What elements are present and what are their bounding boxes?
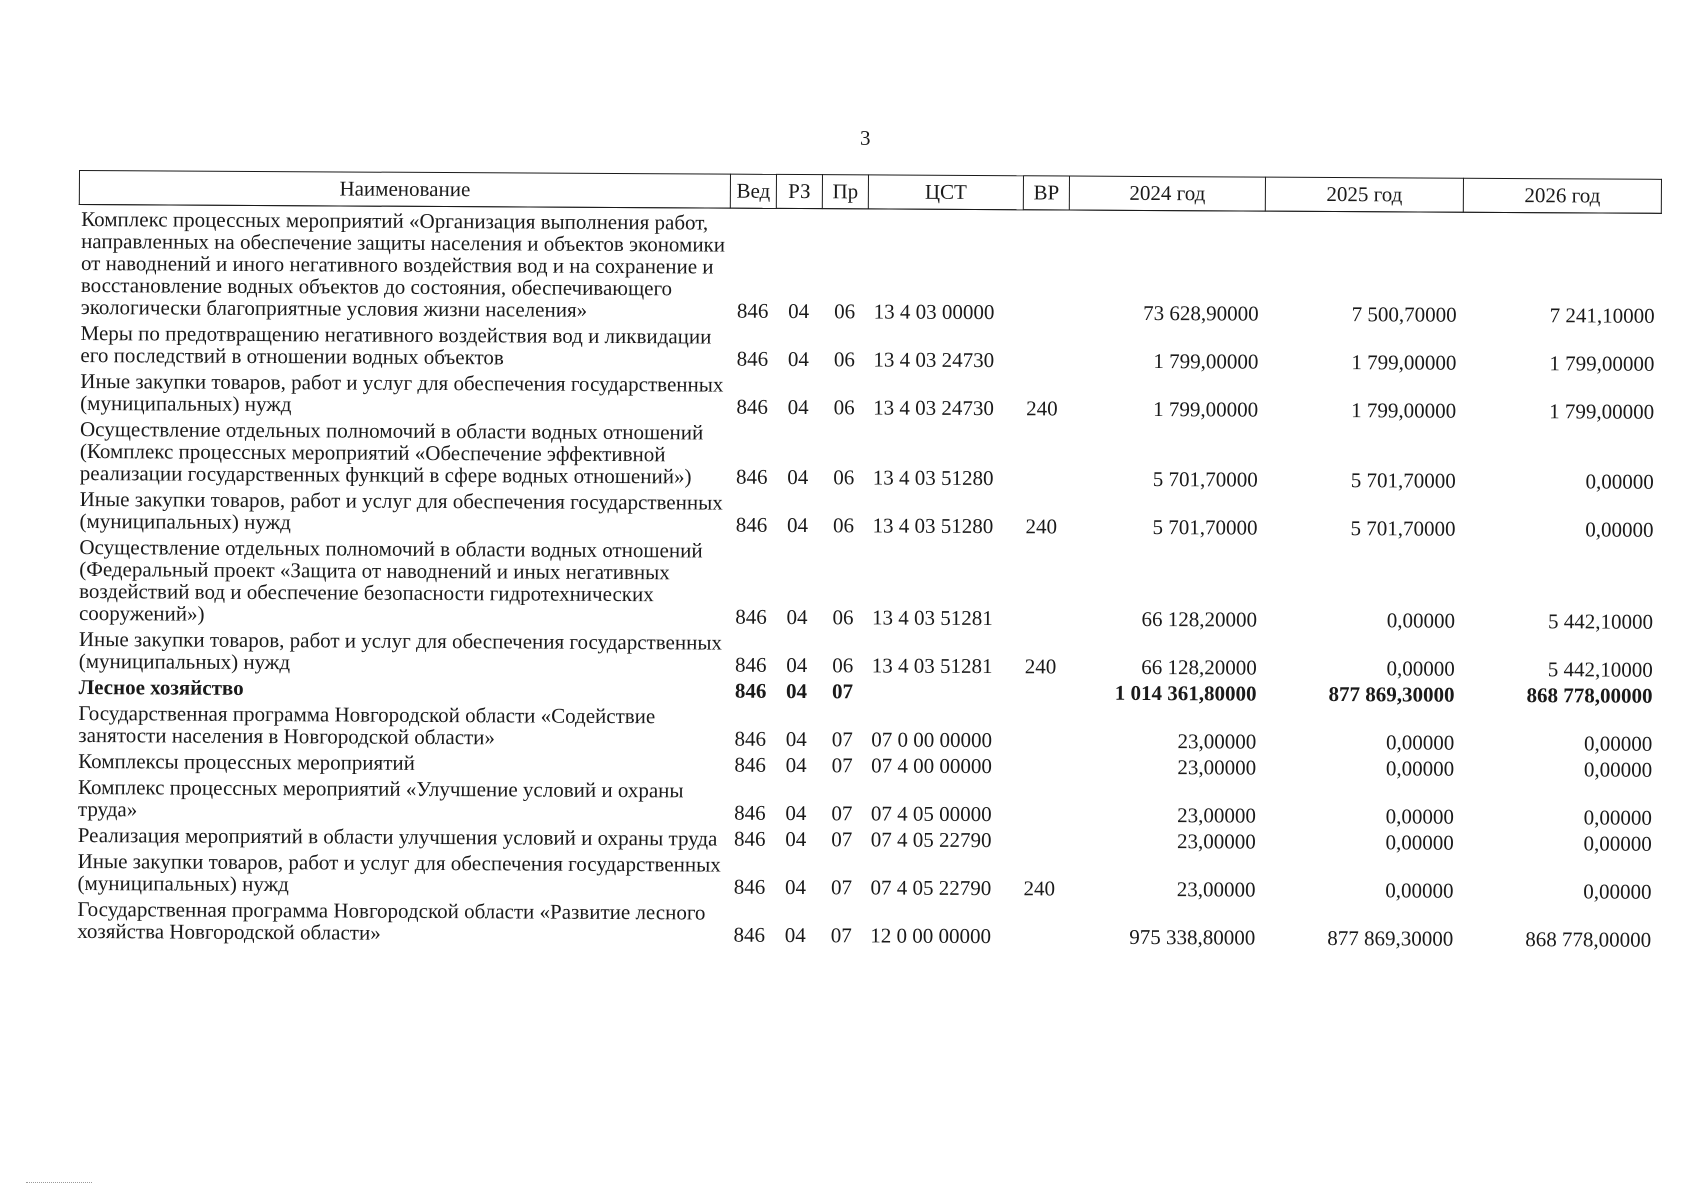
table-row	[77, 485, 1659, 542]
row-cst: 07 0 00 00000	[871, 727, 993, 753]
row-rz: 04	[784, 922, 806, 948]
row-2025: 877 869,30000	[1327, 925, 1454, 951]
row-2024: 1 799,00000	[1153, 397, 1259, 422]
row-name: Государственная программа Новгородской области «Развитие лесного хозяйства Новгородской области»	[77, 897, 706, 945]
row-vr	[1023, 210, 1070, 325]
row-2024: 5 701,70000	[1152, 515, 1258, 540]
table-row	[76, 699, 1658, 756]
row-pr: 06	[833, 395, 855, 420]
row-cst: 13 4 03 51280	[872, 465, 994, 491]
table-row	[75, 895, 1657, 952]
table-row	[78, 367, 1660, 424]
row-2025: 1 799,00000	[1351, 350, 1457, 375]
row-cst: 13 4 03 00000	[873, 299, 995, 325]
row-2025: 0,00000	[1385, 878, 1454, 903]
row-ved: 846	[734, 800, 766, 825]
row-rz: 04	[785, 726, 807, 752]
row-name: Иные закупки товаров, работ и услуг для обеспечения государственных (муниципальных) нужд	[80, 369, 724, 417]
row-2026: 0,00000	[1585, 517, 1654, 542]
row-vr	[1020, 704, 1066, 752]
row-cst: 07 4 05 00000	[870, 801, 992, 827]
row-2025: 877 869,30000	[1328, 681, 1455, 707]
row-rz: 04	[785, 752, 807, 778]
row-rz: 04	[786, 678, 808, 704]
row-2025: 0,00000	[1385, 756, 1455, 781]
row-2026: 868 778,00000	[1526, 683, 1653, 708]
row-vr: 240	[1026, 396, 1058, 421]
row-2026: 0,00000	[1583, 805, 1652, 830]
row-2024: 66 128,20000	[1141, 654, 1257, 680]
row-vr: 240	[1023, 876, 1056, 901]
row-2025: 0,00000	[1386, 656, 1455, 681]
row-vr	[1020, 778, 1066, 826]
row-pr: 07	[831, 801, 853, 826]
row-2026: 0,00000	[1585, 469, 1654, 494]
row-ved: 846	[735, 512, 768, 537]
row-2026: 1 799,00000	[1549, 351, 1655, 376]
row-vr: 240	[1024, 654, 1057, 679]
row-2024: 23,00000	[1176, 877, 1256, 902]
page-number: 3	[860, 126, 871, 150]
row-ved: 846	[734, 752, 767, 777]
header-pr: Пр	[822, 175, 868, 209]
row-pr: 06	[832, 653, 854, 678]
row-vr	[1020, 826, 1066, 852]
row-rz: 04	[785, 800, 807, 826]
row-ved: 846	[734, 678, 767, 703]
row-cst: 07 4 00 00000	[871, 753, 993, 779]
table-row	[77, 625, 1659, 682]
row-2024: 23,00000	[1177, 729, 1257, 754]
table-row	[75, 847, 1657, 904]
row-rz: 04	[787, 464, 809, 490]
row-2024: 5 701,70000	[1152, 467, 1258, 492]
row-2026: 0,00000	[1584, 731, 1653, 756]
row-rz: 04	[786, 652, 808, 678]
row-name: Иные закупки товаров, работ и услуг для обеспечения государственных (муниципальных) нужд	[78, 627, 723, 675]
row-2025: 7 500,70000	[1351, 302, 1457, 327]
row-name: Лесное хозяйство	[78, 675, 244, 700]
table-row	[78, 415, 1660, 494]
row-ved: 846	[736, 394, 769, 419]
row-2024: 1 799,00000	[1153, 349, 1259, 374]
header-ved: Вед	[730, 174, 776, 208]
row-2025: 5 701,70000	[1350, 468, 1456, 493]
row-cst	[866, 677, 1021, 704]
row-cst: 12 0 00 00000	[870, 923, 992, 949]
row-ved: 846	[735, 464, 768, 489]
row-pr: 07	[831, 753, 853, 778]
row-2025: 0,00000	[1385, 830, 1454, 855]
header-rz: РЗ	[776, 174, 822, 208]
header-2024: 2024 год	[1069, 176, 1265, 211]
row-pr: 07	[831, 727, 853, 752]
row-name: Комплекс процессных мероприятий «Организация выполнения работ, направленных на обеспечение защиты населения и объектов экономики от наводнений и иного негативного воздействия вод и на сохранение и восстановление водных объектов до состояния, обеспечивающего экологически благоприятные условия жизни населения»	[80, 207, 726, 322]
row-cst: 07 4 05 22790	[870, 875, 992, 901]
row-name: Меры по предотвращению негативного воздействия вод и ликвидации его последствий в отношении водных объектов	[80, 321, 712, 370]
header-2025: 2025 год	[1265, 177, 1463, 212]
header-vr: ВР	[1023, 176, 1069, 210]
table-row	[79, 205, 1662, 328]
row-pr: 06	[832, 513, 855, 538]
row-name: Иные закупки товаров, работ и услуг для обеспечения государственных (муниципальных) нужд	[79, 487, 723, 535]
row-rz: 04	[788, 298, 810, 324]
row-vr	[1019, 900, 1065, 948]
table-row	[76, 773, 1658, 830]
row-ved: 846	[734, 652, 767, 677]
row-name: Государственная программа Новгородской области «Содействие занятости населения в Новгородской области»	[78, 701, 656, 750]
row-2024: 23,00000	[1177, 755, 1257, 780]
row-name: Реализация мероприятий в области улучшения условий и охраны труда	[77, 823, 718, 851]
row-2026: 5 442,10000	[1547, 609, 1654, 634]
row-rz: 04	[787, 346, 810, 372]
row-2026: 5 442,10000	[1547, 657, 1653, 682]
row-ved: 846	[736, 346, 769, 371]
row-name: Комплекс процессных мероприятий «Улучшение условий и охраны труда»	[77, 775, 684, 822]
row-2024: 23,00000	[1176, 829, 1256, 854]
row-cst: 07 4 05 22790	[870, 827, 992, 853]
row-rz: 04	[785, 826, 807, 852]
row-vr	[1020, 752, 1066, 778]
row-2025: 1 799,00000	[1351, 398, 1457, 423]
row-vr	[1022, 324, 1068, 372]
row-2026: 0,00000	[1583, 831, 1652, 856]
row-2025: 5 701,70000	[1350, 516, 1456, 541]
row-pr: 07	[831, 827, 853, 852]
row-cst: 13 4 03 51280	[872, 513, 994, 539]
row-vr	[1021, 538, 1068, 630]
row-ved: 846	[733, 874, 766, 899]
row-cst: 13 4 03 51281	[871, 605, 993, 631]
row-vr	[1021, 678, 1067, 704]
row-2026: 0,00000	[1583, 879, 1652, 904]
row-cst: 13 4 03 24730	[873, 395, 995, 421]
row-2024: 975 338,80000	[1129, 924, 1256, 950]
budget-table	[75, 170, 1662, 952]
row-2025: 0,00000	[1386, 608, 1456, 633]
row-2024: 23,00000	[1177, 803, 1256, 828]
table-body	[75, 205, 1661, 952]
row-name: Комплексы процессных мероприятий	[78, 749, 415, 775]
row-2024: 66 128,20000	[1141, 606, 1258, 632]
row-vr	[1022, 420, 1068, 490]
row-pr: 06	[832, 605, 854, 630]
row-2026: 1 799,00000	[1549, 399, 1655, 424]
header-2026: 2026 год	[1463, 178, 1661, 213]
row-2026: 0,00000	[1583, 757, 1653, 782]
row-rz: 04	[786, 512, 809, 538]
table-row	[77, 533, 1659, 634]
row-cst: 13 4 03 24730	[873, 347, 995, 373]
row-2024: 73 628,90000	[1143, 300, 1259, 326]
scan-artifact	[26, 1182, 92, 1184]
row-2026: 868 778,00000	[1525, 927, 1652, 952]
row-pr: 06	[833, 465, 855, 490]
row-ved: 846	[733, 826, 766, 851]
header-cst: ЦСТ	[868, 175, 1023, 210]
row-rz: 04	[784, 874, 807, 900]
row-name: Осуществление отдельных полномочий в области водных отношений (Федеральный проект «Защита от наводнений и иных негативных воздействий вод и обеспечение безопасности гидротехнических сооружений»)	[78, 535, 703, 626]
row-pr: 07	[830, 923, 852, 948]
row-rz: 04	[786, 604, 808, 630]
header-name: Наименование	[79, 171, 730, 209]
row-2025: 0,00000	[1386, 730, 1455, 755]
row-2024: 1 014 361,80000	[1114, 680, 1257, 706]
row-pr: 06	[833, 347, 856, 372]
row-ved: 846	[733, 922, 766, 947]
row-2025: 0,00000	[1385, 804, 1454, 829]
row-name: Иные закупки товаров, работ и услуг для обеспечения государственных (муниципальных) нужд	[77, 849, 721, 897]
row-name: Осуществление отдельных полномочий в области водных отношений (Комплекс процессных мероприятий «Обеспечение эффективной реализации государственных функций в сфере водных отношений»)	[79, 417, 704, 489]
row-ved: 846	[736, 298, 769, 323]
row-vr: 240	[1025, 514, 1058, 539]
row-ved: 846	[734, 726, 767, 751]
row-rz: 04	[787, 394, 809, 420]
table-row	[78, 319, 1660, 376]
row-cst: 13 4 03 51281	[871, 653, 993, 679]
row-pr: 06	[834, 299, 856, 324]
row-pr: 07	[832, 679, 854, 704]
row-2026: 7 241,10000	[1549, 303, 1655, 328]
row-pr: 07	[830, 875, 853, 900]
row-ved: 846	[735, 604, 767, 629]
